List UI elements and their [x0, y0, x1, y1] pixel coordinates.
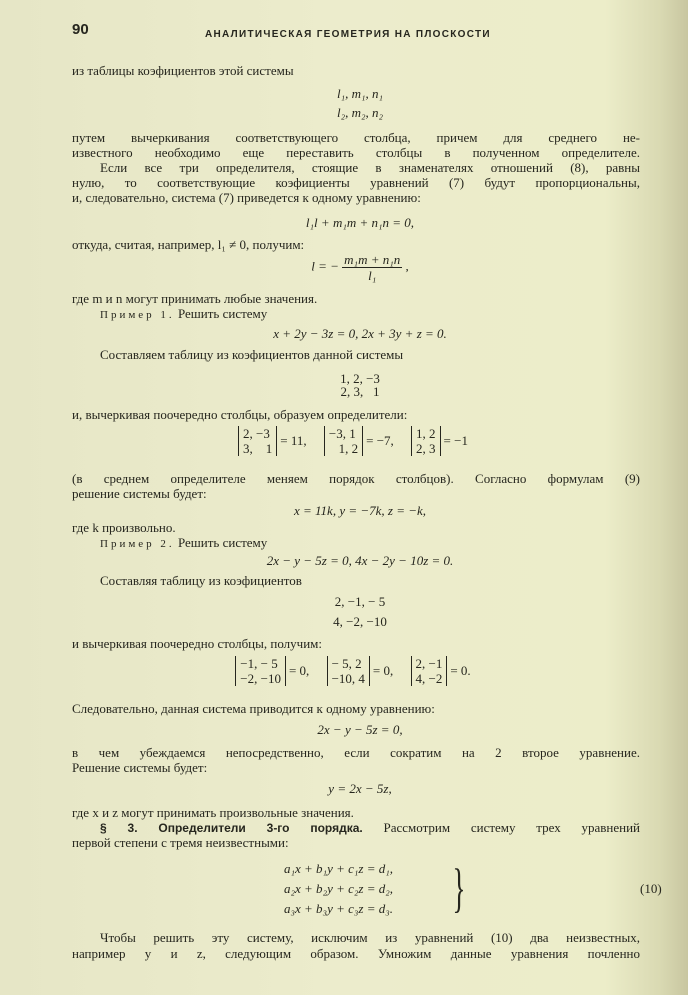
text-line: где k произвольно. [72, 520, 176, 535]
formula: l₁l + m₁m + n₁n = 0, [305, 215, 415, 230]
example-text: Решить систему [177, 535, 268, 550]
text-line: и, вычеркивая поочередно столбцы, образуем определители: [72, 407, 408, 422]
det-row: −2, −10 [240, 671, 281, 686]
determinants-example-1 [0, 426, 688, 456]
text-line: первой степени с тремя неизвестными: [72, 835, 289, 850]
det-row: − 5, 2 [331, 656, 362, 671]
page-number: 90 [72, 21, 89, 38]
det-row: 2, −1 [415, 656, 443, 671]
coef-table-row: 1, 2, −3 [340, 371, 380, 386]
equation-number: (10) [640, 881, 662, 896]
determinant [327, 656, 370, 686]
det-value: = 0. [450, 663, 471, 678]
determinant [411, 656, 448, 686]
det-row: 1, 2 [328, 441, 359, 456]
text-line: (в среднем определителе меняем порядок столбцов). Согласно формулам (9) [72, 471, 640, 486]
text-line: Составляем таблицу из коэфициентов данной системы [100, 347, 404, 362]
coef-table-row: l₂, m₂, n₂ [336, 105, 384, 120]
det-row: −10, 4 [331, 671, 365, 686]
det-value: = −1 [443, 433, 468, 448]
system-equation: a₃x + b₃y + c₃z = d₃. [284, 901, 394, 916]
det-row: 3, 1 [243, 441, 273, 456]
text-line: Чтобы решить эту систему, исключим из уравнений (10) два неизвестных, [100, 930, 640, 945]
running-title: АНАЛИТИЧЕСКАЯ ГЕОМЕТРИЯ НА ПЛОСКОСТИ [205, 29, 491, 40]
example-text: Решить систему [177, 306, 268, 321]
det-value: = 0, [288, 663, 310, 678]
text-line: где m и n могут принимать любые значения. [72, 291, 318, 306]
section-text: Рассмотрим систему трех уравнений [383, 820, 641, 835]
determinant [324, 426, 363, 456]
example-label: Пример 2. [100, 538, 175, 550]
det-row: 4, −2 [415, 671, 443, 686]
example-label: Пример 1. [100, 309, 175, 321]
text-line: Составляя таблицу из коэфициентов [100, 573, 302, 588]
text-line: например y и z, следующим образом. Умножим данные уравнения почленно [72, 946, 640, 961]
coef-table-row: 2, 3, 1 [340, 384, 380, 399]
det-row: 2, −3 [243, 426, 270, 441]
text-line: из таблицы коэфициентов этой системы [72, 63, 294, 78]
text-line: в чем убеждаемся непосредственно, если сократим на 2 второе уравнение. [72, 745, 640, 760]
formula: x = 11k, y = −7k, z = −k, [293, 503, 427, 518]
system-equation: a₂x + b₂y + c₂z = d₂, [284, 881, 394, 896]
det-value: = 11, [280, 433, 307, 448]
coef-table-row: 2, −1, − 5 [334, 594, 386, 609]
example-heading [100, 535, 267, 552]
text-line: и, следовательно, система (7) приведется к одному уравнению: [72, 190, 421, 205]
equation-system [284, 859, 393, 919]
fraction-lhs: l = − [311, 258, 339, 274]
det-row: −1, − 5 [240, 656, 278, 671]
numerator: m₁m + n₁n [344, 252, 401, 267]
text-line: Если все три определителя, стоящие в знаменателях отношений (8), равны [100, 160, 640, 175]
coef-table-row: 4, −2, −10 [333, 614, 387, 629]
section-heading-line [100, 820, 640, 836]
formula: y = 2x − 5z, [328, 781, 392, 796]
text-line: известного необходимо еще переставить столбцы в полученном определителе. [72, 145, 640, 160]
determinants-example-2 [0, 656, 688, 686]
text-line: решение системы будет: [72, 486, 207, 501]
fraction-formula [0, 252, 688, 283]
det-row: 1, 2 [416, 426, 436, 441]
determinant [235, 656, 286, 686]
determinant [411, 426, 441, 456]
denominator: l₁ [368, 268, 377, 283]
formula: 2x − y − 5z = 0, 4x − 2y − 10z = 0. [266, 553, 454, 568]
fraction [342, 252, 402, 283]
det-value: = 0, [372, 663, 394, 678]
text-line: откуда, считая, например, l₁ ≠ 0, получим: [72, 237, 305, 252]
determinant [238, 426, 277, 456]
det-value: = −7, [366, 433, 394, 448]
text-line: и вычеркивая поочередно столбцы, получим: [72, 636, 322, 651]
coef-table-row: l₁, m₁, n₁ [336, 86, 384, 101]
text-line: путем вычеркивания соответствующего столбца, причем для среднего не- [72, 130, 640, 145]
text-line: Следовательно, данная система приводится к одному уравнению: [72, 701, 435, 716]
text-line: где x и z могут принимать произвольные значения. [72, 805, 354, 820]
det-row: 2, 3 [416, 441, 436, 456]
section-title: § 3. Определители 3-го порядка. [100, 821, 363, 835]
right-brace: } [452, 858, 466, 918]
text-line: Решение системы будет: [72, 760, 208, 775]
det-row: −3, 1 [328, 426, 356, 441]
formula: x + 2y − 3z = 0, 2x + 3y + z = 0. [273, 326, 447, 341]
fraction-end: , [405, 258, 409, 274]
text-line: нулю, то соответствующие коэфициенты уравнений (7) будут пропорциональны, [72, 175, 640, 190]
formula: 2x − y − 5z = 0, [317, 722, 403, 737]
example-heading [100, 306, 267, 323]
system-equation: a₁x + b₁y + c₁z = d₁, [284, 861, 394, 876]
